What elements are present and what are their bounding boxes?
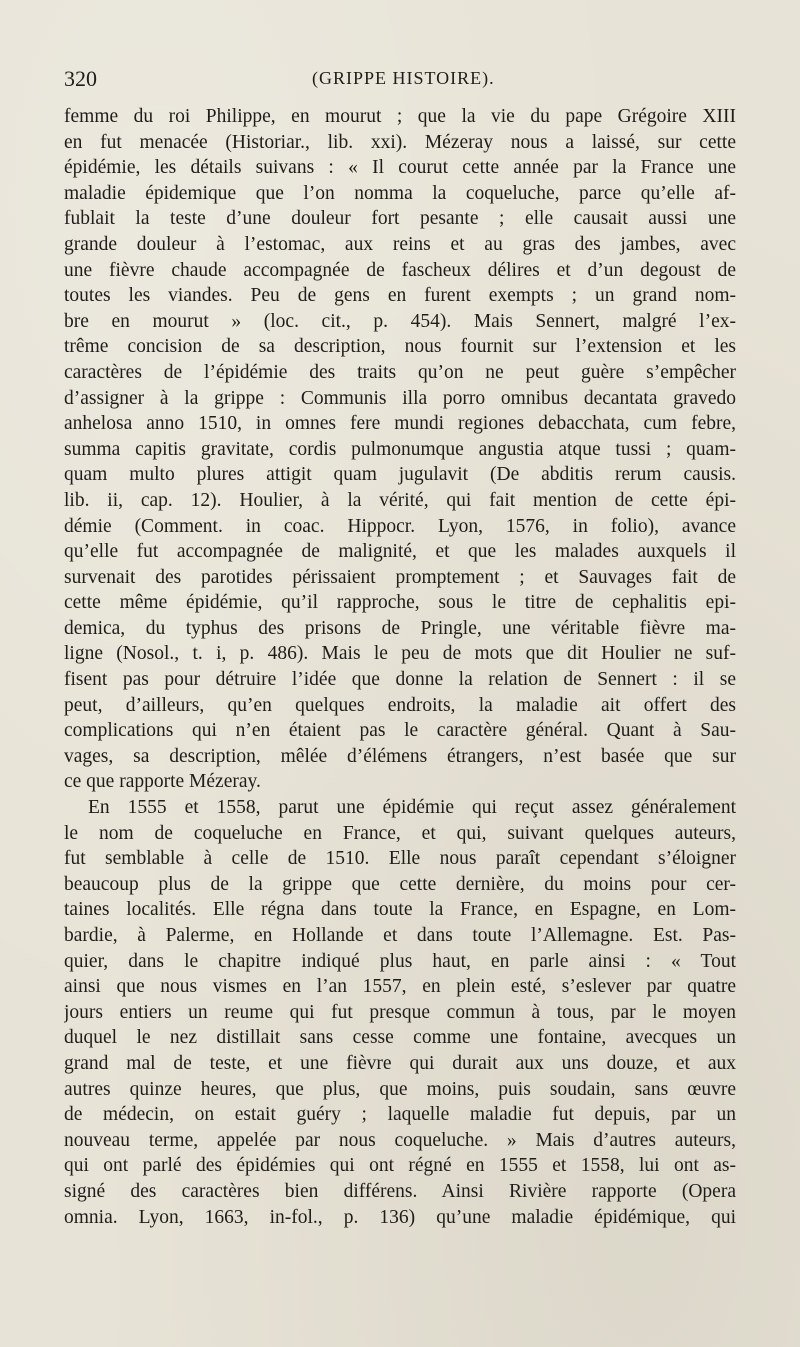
text-line: taines localités. Elle régna dans toute la France, en Espagne, en Lom- bbox=[64, 899, 736, 921]
text-line: beaucoup plus de la grippe que cette dernière, du moins pour cer- bbox=[64, 873, 736, 895]
text-line: grande douleur à l’estomac, aux reins et au gras des jambes, avec bbox=[64, 233, 736, 255]
text-line: anhelosa anno 1510, in omnes fere mundi regiones debacchata, cum febre, bbox=[64, 413, 736, 435]
text-line: qui ont parlé des épidémies qui ont régné en 1555 et 1558, lui ont as- bbox=[64, 1155, 736, 1177]
text-line: une fièvre chaude accompagnée de fascheux délires et d’un degoust de bbox=[64, 259, 736, 281]
text-line: vages, sa description, mêlée d’élémens étrangers, n’est basée que sur bbox=[64, 745, 736, 767]
text-line: ligne (Nosol., t. i, p. 486). Mais le peu de mots que dit Houlier ne suf- bbox=[64, 643, 736, 665]
text-line: caractères de l’épidémie des traits qu’on ne peut guère s’empêcher bbox=[64, 361, 736, 383]
text-line: demica, du typhus des prisons de Pringle, une véritable fièvre ma- bbox=[64, 617, 736, 639]
text-line: femme du roi Philippe, en mourut ; que la vie du pape Grégoire XIII bbox=[64, 106, 736, 127]
text-line: ce que rapporte Mézeray. bbox=[64, 771, 261, 793]
text-line: peut, d’ailleurs, qu’en quelques endroits, la maladie ait offert des bbox=[64, 694, 736, 716]
text-line: signé des caractères bien différens. Ainsi Rivière rapporte (Opera bbox=[64, 1180, 736, 1202]
text-line: fisent pas pour détruire l’idée que donne la relation de Sennert : il se bbox=[64, 669, 736, 691]
text-line: grand mal de teste, et une fièvre qui durait aux uns douze, et aux bbox=[64, 1052, 736, 1074]
text-line: cette même épidémie, qu’il rapproche, sous le titre de cephalitis epi- bbox=[64, 592, 736, 614]
text-line: ainsi que nous vismes en l’an 1557, en plein esté, s’eslever par quatre bbox=[64, 976, 736, 998]
text-line: de médecin, on estait guéry ; laquelle maladie fut depuis, par un bbox=[64, 1104, 736, 1126]
text-line: qu’elle fut accompagnée de malignité, et que les malades auxquels il bbox=[64, 541, 736, 563]
text-line: trême concision de sa description, nous fournit sur l’extension et les bbox=[64, 336, 736, 358]
text-line: jours entiers un reume qui fut presque commun à tous, par le moyen bbox=[64, 1001, 736, 1023]
text-line: En 1555 et 1558, parut une épidémie qui reçut assez généralement bbox=[88, 797, 736, 819]
page-header bbox=[64, 66, 736, 98]
body-text bbox=[64, 104, 736, 1230]
text-line: démie (Comment. in coac. Hippocr. Lyon, 1576, in folio), avance bbox=[64, 515, 736, 537]
text-line: d’assigner à la grippe : Communis illa porro omnibus decantata gravedo bbox=[64, 387, 736, 409]
text-line: complications qui n’en étaient pas le caractère général. Quant à Sau- bbox=[64, 720, 736, 742]
text-line: summa capitis gravitate, cordis pulmonumque angustia atque tussi ; quam- bbox=[64, 438, 736, 460]
text-line: en fut menacée (Historiar., lib. xxi). Mézeray nous a laissé, sur cette bbox=[64, 131, 736, 153]
text-line: autres quinze heures, que plus, que moins, puis soudain, sans œuvre bbox=[64, 1078, 736, 1100]
text-line: épidémie, les détails suivans : « Il courut cette année par la France une bbox=[64, 157, 736, 179]
text-line: fublait la teste d’une douleur fort pesante ; elle causait aussi une bbox=[64, 208, 736, 230]
text-line: duquel le nez distillait sans cesse comme une fontaine, avecques un bbox=[64, 1027, 736, 1049]
text-line: omnia. Lyon, 1663, in-fol., p. 136) qu’une maladie épidémique, qui bbox=[64, 1206, 736, 1228]
text-line: toutes les viandes. Peu de gens en furent exempts ; un grand nom- bbox=[64, 285, 736, 307]
text-line: nouveau terme, appelée par nous coqueluche. » Mais d’autres auteurs, bbox=[64, 1129, 736, 1151]
text-line: quam multo plures attigit quam jugulavit (De abditis rerum causis. bbox=[64, 464, 736, 486]
text-line: le nom de coqueluche en France, et qui, suivant quelques auteurs, bbox=[64, 822, 736, 844]
text-line: lib. ii, cap. 12). Houlier, à la vérité, qui fait mention de cette épi- bbox=[64, 489, 736, 511]
text-line: quier, dans le chapitre indiqué plus haut, en parle ainsi : « Tout bbox=[64, 950, 736, 972]
text-line: fut semblable à celle de 1510. Elle nous paraît cependant s’éloigner bbox=[64, 848, 736, 870]
text-line: survenait des parotides périssaient promptement ; et Sauvages fait de bbox=[64, 566, 736, 588]
text-line: bardie, à Palerme, en Hollande et dans toute l’Allemagne. Est. Pas- bbox=[64, 925, 736, 946]
page-number: 320 bbox=[64, 66, 97, 91]
text-line: maladie épidemique que l’on nomma la coqueluche, parce qu’elle af- bbox=[64, 182, 736, 204]
running-head: (GRIPPE HISTOIRE). bbox=[312, 68, 495, 88]
text-line: bre en mourut » (loc. cit., p. 454). Mais Sennert, malgré l’ex- bbox=[64, 310, 736, 332]
